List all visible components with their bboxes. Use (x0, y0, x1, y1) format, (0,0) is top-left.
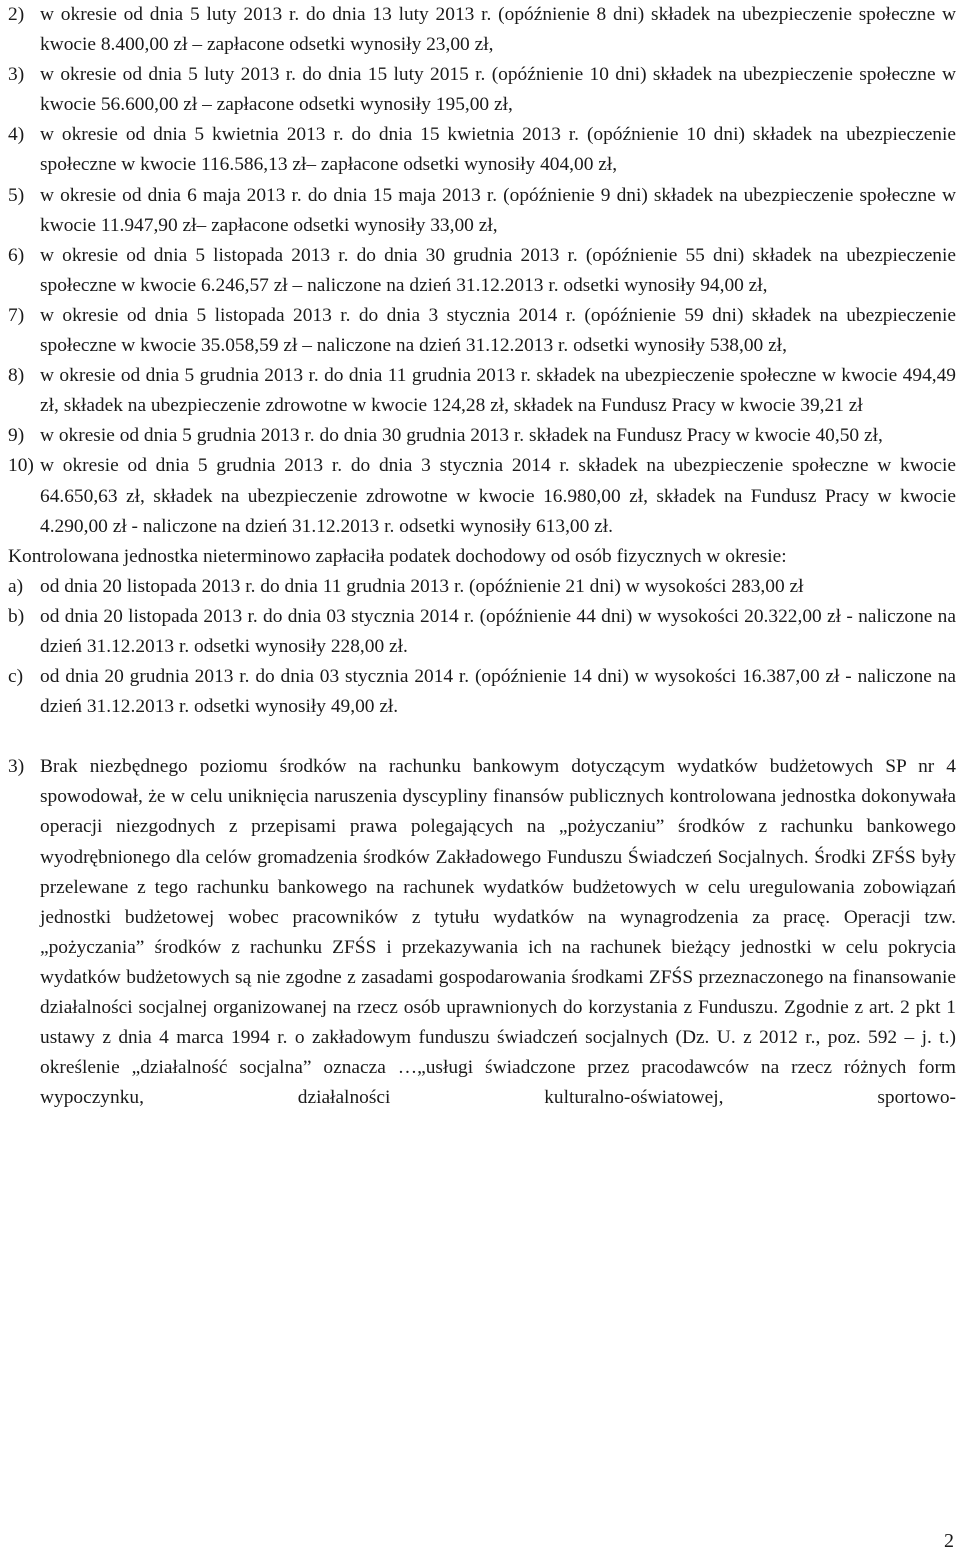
section-3-paragraph (8, 752, 956, 1113)
list-number: 4) (8, 124, 25, 146)
list-item-text: w okresie od dnia 5 luty 2013 r. do dnia 15 luty 2015 r. (opóźnienie 10 dni) składek na ubezpieczenie społeczne w kwocie 56.600,00 zł – zapłacone odsetki wynosiły 195,00 zł, (40, 64, 956, 116)
list-number: 8) (8, 365, 25, 387)
list-number: 10) (8, 455, 34, 477)
list-item-text: w okresie od dnia 5 listopada 2013 r. do dnia 30 grudnia 2013 r. (opóźnienie 55 dni) składek na ubezpieczenie społeczne w kwocie 6.246,57 zł – naliczone na dzień 31.12.2013 r. odsetki wynosiły 94,00 zł, (40, 244, 956, 296)
section-spacer (8, 722, 956, 752)
list-item (8, 0, 956, 60)
list-letter: c) (8, 666, 24, 688)
page-number: 2 (944, 1530, 954, 1552)
list-item (8, 301, 956, 361)
list-item-text: w okresie od dnia 5 luty 2013 r. do dnia 13 luty 2013 r. (opóźnienie 8 dni) składek na ubezpieczenie społeczne w kwocie 8.400,00 zł – zapłacone odsetki wynosiły 23,00 zł, (40, 4, 956, 56)
list-item-text: w okresie od dnia 5 grudnia 2013 r. do dnia 3 stycznia 2014 r. składek na ubezpieczenie społeczne w kwocie 64.650,63 zł, składek na ubezpieczenie zdrowotne w kwocie 16.980,00 zł, składek na Fundusz Pracy w kwocie 4.290,00 zł - naliczone na dzień 31.12.2013 r. odsetki wynosiły 613,00 zł. (40, 455, 956, 537)
list-item (8, 60, 956, 120)
list-item-text: od dnia 20 listopada 2013 r. do dnia 11 grudnia 2013 r. (opóźnienie 21 dni) w wysokości 283,00 zł (40, 575, 804, 597)
tax-list-item (8, 662, 956, 722)
list-letter: b) (8, 605, 25, 627)
list-number: 9) (8, 425, 25, 447)
list-item-text: w okresie od dnia 5 grudnia 2013 r. do dnia 30 grudnia 2013 r. składek na Fundusz Pracy w kwocie 40,50 zł, (40, 425, 883, 447)
section-3-text: Brak niezbędnego poziomu środków na rachunku bankowym dotyczącym wydatków budżetowych SP nr 4 spowodował, że w celu uniknięcia naruszenia dyscypliny finansów publicznych kontrolowana jednostka dokonywała operacji niezgodnych z przepisami prawa polegających na „pożyczaniu” środków z rachunku bankowego wyodrębnionego dla celów gromadzenia środków Zakładowego Funduszu Świadczeń Socjalnych. Środki ZFŚS były przelewane z tego rachunku bankowego na rachunek wydatków budżetowych w celu uregulowania zobowiązań jednostki budżetowej wobec pracowników z tytułu wydatków na wynagrodzenia za pracę. Operacji tzw. „pożyczania” środków z rachunku ZFŚS i przekazywania ich na rachunek bieżący jednostki w celu pokrycia wydatków budżetowych są nie zgodne z zasadami gospodarowania środkami ZFŚS przeznaczonego na finansowanie działalności socjalnej organizowanej na rzecz osób uprawnionych do korzystania z Funduszu. Zgodnie z art. 2 pkt 1 ustawy z dnia 4 marca 1994 r. o zakładowym funduszu świadczeń socjalnych (Dz. U. z 2012 r., poz. 592 – j. t.) określenie „działalność socjalna” oznacza …„usługi świadczone przez pracodawców na rzecz różnych form wypoczynku, działalności kulturalno-oświatowej, sportowo- (40, 756, 956, 1109)
section-number: 3) (8, 756, 25, 778)
list-item-text: w okresie od dnia 5 grudnia 2013 r. do dnia 11 grudnia 2013 r. składek na ubezpieczenie społeczne w kwocie 494,49 zł, składek na ubezpieczenie zdrowotne w kwocie 124,28 zł, składek na Fundusz Pracy w kwocie 39,21 zł (40, 365, 956, 417)
list-number: 6) (8, 244, 25, 266)
tax-intro-paragraph: Kontrolowana jednostka nieterminowo zapłaciła podatek dochodowy od osób fizycznych w okresie: (8, 545, 787, 567)
list-item (8, 241, 956, 301)
list-item (8, 120, 956, 180)
list-number: 5) (8, 184, 25, 206)
list-item-text: od dnia 20 grudnia 2013 r. do dnia 03 stycznia 2014 r. (opóźnienie 14 dni) w wysokości 16.387,00 zł - naliczone na dzień 31.12.2013 r. odsetki wynosiły 49,00 zł. (40, 666, 956, 718)
list-item-text: od dnia 20 listopada 2013 r. do dnia 03 stycznia 2014 r. (opóźnienie 44 dni) w wysokości 20.322,00 zł - naliczone na dzień 31.12.2013 r. odsetki wynosiły 228,00 zł. (40, 605, 956, 657)
list-item (8, 181, 956, 241)
list-number: 2) (8, 4, 25, 25)
list-item-text: w okresie od dnia 5 listopada 2013 r. do dnia 3 stycznia 2014 r. (opóźnienie 59 dni) składek na ubezpieczenie społeczne w kwocie 35.058,59 zł – naliczone na dzień 31.12.2013 r. odsetki wynosiły 538,00 zł, (40, 304, 956, 357)
list-number: 7) (8, 304, 25, 326)
list-item-text: w okresie od dnia 5 kwietnia 2013 r. do dnia 15 kwietnia 2013 r. (opóźnienie 10 dni) składek na ubezpieczenie społeczne w kwocie 116.586,13 zł– zapłacone odsetki wynosiły 404,00 zł, (40, 124, 956, 176)
list-letter: a) (8, 575, 24, 597)
list-item (8, 361, 956, 421)
list-item-text: w okresie od dnia 6 maja 2013 r. do dnia 15 maja 2013 r. (opóźnienie 9 dni) składek na ubezpieczenie społeczne w kwocie 11.947,90 zł– zapłacone odsetki wynosiły 33,00 zł, (40, 184, 956, 236)
tax-list-item (8, 602, 956, 662)
tax-list-item (8, 572, 956, 602)
list-item (8, 451, 956, 541)
page-content (8, 0, 956, 1113)
list-item (8, 421, 956, 451)
list-number: 3) (8, 64, 25, 86)
